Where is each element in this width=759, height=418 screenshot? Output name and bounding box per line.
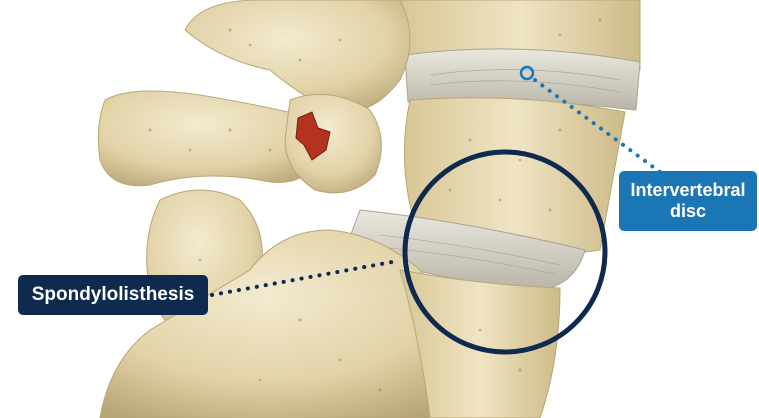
intervertebral-disc-label bbox=[619, 171, 757, 231]
disc-label-line1: Intervertebral bbox=[630, 180, 746, 200]
spondylolisthesis-label-text: Spondylolisthesis bbox=[31, 284, 195, 305]
disc-label-line2: disc bbox=[669, 201, 707, 221]
spondylolisthesis-label bbox=[18, 275, 208, 315]
upper-spinous-process bbox=[185, 0, 410, 112]
